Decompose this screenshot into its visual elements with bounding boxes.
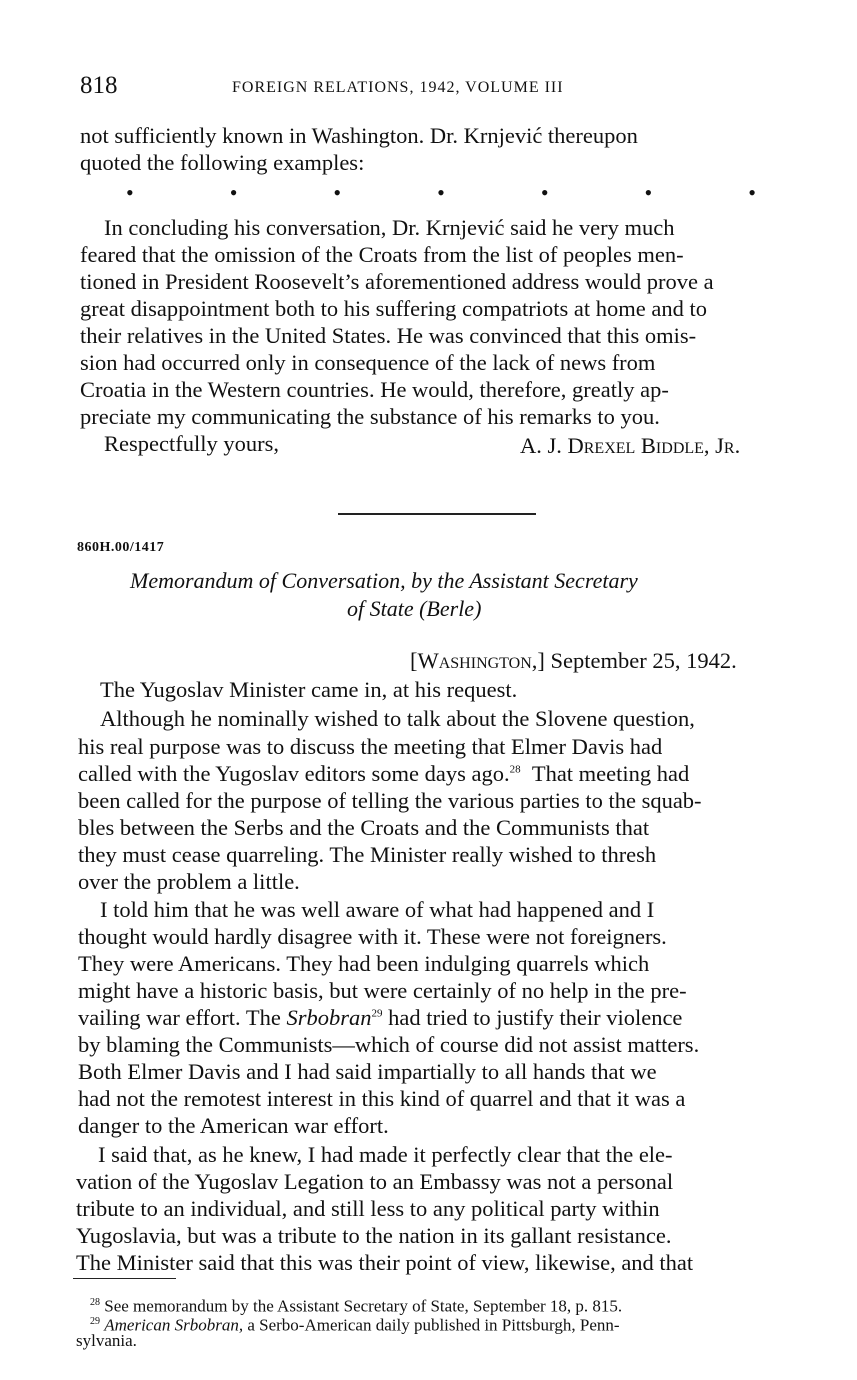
text-line: Yugoslavia, but was a tribute to the nation in its gallant resistance. <box>76 1223 672 1248</box>
text-line: preciate my communicating the substance of his remarks to you. <box>80 404 660 429</box>
ellipsis-omission: • • • • • • • <box>126 180 756 205</box>
running-head: FOREIGN RELATIONS, 1942, VOLUME III <box>232 79 564 96</box>
dateline-place: [Washington,] <box>410 648 545 673</box>
text-line: thought would hardly disagree with it. These were not foreigners. <box>78 924 667 949</box>
memo-title-line2: of State (Berle) <box>347 596 482 621</box>
text-line: great disappointment both to his suffering compatriots at home and to <box>80 296 707 321</box>
text-line: They were Americans. They had been indulging quarrels which <box>78 951 650 976</box>
dateline-date: September 25, 1942. <box>550 648 737 673</box>
signature: A. J. Drexel Biddle, Jr. <box>520 433 741 458</box>
text-line: I told him that he was well aware of what had happened and I <box>100 897 655 922</box>
text-line: feared that the omission of the Croats from the list of peoples men- <box>80 242 684 267</box>
text-line: tribute to an individual, and still less to any political party within <box>76 1196 660 1221</box>
text-line: over the problem a little. <box>78 869 300 894</box>
text-line: tioned in President Roosevelt’s aforementioned address would prove a <box>80 269 714 294</box>
footnote-29-continuation: sylvania. <box>76 1331 137 1350</box>
text-line: Although he nominally wished to talk about the Slovene question, <box>100 706 695 731</box>
text-line: bles between the Serbs and the Croats and the Communists that <box>78 815 650 840</box>
text-line: their relatives in the United States. He was convinced that this omis- <box>80 323 697 348</box>
text-line: had not the remotest interest in this kind of quarrel and that it was a <box>78 1086 686 1111</box>
footnote-29: $^{29}$ American Srbobran, a Serbo-American daily published in Pittsburgh, Penn- <box>90 1315 620 1335</box>
text-line: been called for the purpose of telling the various parties to the squab- <box>78 788 702 813</box>
dateline <box>410 647 737 674</box>
text-line: his real purpose was to discuss the meeting that Elmer Davis had <box>78 734 663 759</box>
text-line: by blaming the Communists—which of course did not assist matters. <box>78 1032 700 1057</box>
text-line: The Minister said that this was their point of view, likewise, and that <box>76 1250 694 1275</box>
text-line: vailing war effort. The Srbobran$^{29}$ had tried to justify their violence <box>78 1005 683 1030</box>
text-line: I said that, as he knew, I had made it perfectly clear that the ele- <box>98 1142 673 1167</box>
footnote-ref[interactable]: 29 <box>371 1007 383 1020</box>
section-divider <box>338 513 536 515</box>
page-number: 818 <box>80 72 118 99</box>
text-line: called with the Yugoslav editors some days ago.$^{28}$ That meeting had <box>78 761 690 786</box>
text-line: Both Elmer Davis and I had said impartially to all hands that we <box>78 1059 657 1084</box>
text-line: In concluding his conversation, Dr. Krnjević said he very much <box>104 215 675 240</box>
memo-title: Memorandum of Conversation, by the Assistant Secretary <box>130 568 638 593</box>
text-line: not sufficiently known in Washington. Dr. Krnjević thereupon <box>80 123 638 148</box>
text-line: vation of the Yugoslav Legation to an Embassy was not a personal <box>76 1169 674 1194</box>
text-line: they must cease quarreling. The Minister really wished to thresh <box>78 842 657 867</box>
text-line: quoted the following examples: <box>80 150 365 175</box>
text-line: sion had occurred only in consequence of the lack of news from <box>80 350 656 375</box>
text-line: Croatia in the Western countries. He would, therefore, greatly ap- <box>80 377 669 402</box>
footnote-ref[interactable]: 28 <box>509 763 521 776</box>
text-line: danger to the American war effort. <box>78 1113 389 1138</box>
text-line: The Yugoslav Minister came in, at his request. <box>100 677 518 702</box>
closing: Respectfully yours, <box>104 431 279 456</box>
text-line: might have a historic basis, but were certainly of no help in the pre- <box>78 978 687 1003</box>
file-number: 860H.00/1417 <box>77 540 165 555</box>
footnote-28: $^{28}$ See memorandum by the Assistant Secretary of State, September 18, p. 815. <box>90 1296 623 1316</box>
footnote-divider <box>73 1278 176 1279</box>
